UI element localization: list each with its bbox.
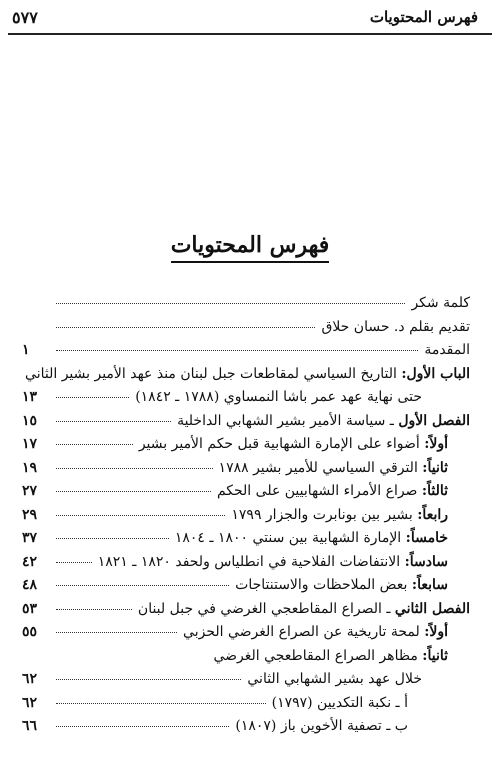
dot-leader — [56, 468, 213, 469]
toc-entry — [22, 339, 470, 363]
entry-page: ٣٧ — [22, 530, 38, 546]
toc-title: فهرس المحتويات — [171, 232, 330, 263]
toc-entry — [22, 668, 470, 692]
dot-leader — [56, 421, 171, 422]
toc-entry — [22, 386, 470, 410]
entry-label: ثالثاً: — [421, 483, 448, 499]
dot-leader — [56, 327, 315, 328]
running-title: فهرس المحتويات — [369, 8, 478, 26]
entry-text: ب ـ تصفية الأخوين باز (١٨٠٧) — [235, 718, 408, 734]
toc-entry — [22, 645, 470, 669]
entry-text: المقدمة — [424, 342, 470, 358]
toc-entry — [22, 504, 470, 528]
page-number: ٥٧٧ — [12, 8, 38, 27]
entry-page: ٥٣ — [22, 600, 38, 617]
entry-label: الباب الأول: — [401, 365, 470, 382]
entry-label: رابعاً: — [417, 506, 448, 523]
dot-leader — [56, 350, 418, 351]
entry-text: التاريخ السياسي لمقاطعات جبل لبنان منذ عهد الأمير بشير الثاني — [25, 365, 397, 382]
entry-text: ـ سياسة الأمير بشير الشهابي الداخلية — [177, 412, 394, 429]
toc-entry — [22, 433, 470, 457]
entry-text: الإمارة الشهابية بين سنتي ١٨٠٠ ـ ١٨٠٤ — [174, 530, 402, 546]
entry-label: ثانياً: — [422, 647, 448, 664]
toc-entry — [22, 292, 470, 316]
dot-leader — [56, 726, 229, 727]
entry-text: لمحة تاريخية عن الصراع الغرضي الحزبي — [183, 624, 420, 640]
entry-label: الفصل الثاني — [394, 600, 470, 617]
entry-label: أولاً: — [424, 624, 448, 640]
header-rule — [8, 33, 492, 35]
entry-text: بعض الملاحظات والاستنتاجات — [235, 577, 408, 593]
dot-leader — [56, 585, 229, 586]
entry-text: حتى نهاية عهد عمر باشا النمساوي (١٧٨٨ ـ ١٨٤٢) — [135, 389, 422, 405]
dot-leader — [56, 303, 405, 304]
entry-page: ١٩ — [22, 459, 38, 476]
entry-page: ١٣ — [22, 389, 38, 405]
entry-text: خلال عهد بشير الشهابي الثاني — [247, 671, 422, 687]
entry-text: الانتفاضات الفلاحية في انطلياس ولحفد ١٨٢٠ ـ ١٨٢١ — [97, 553, 401, 570]
dot-leader — [56, 679, 241, 680]
dot-leader — [56, 491, 211, 492]
dot-leader — [56, 703, 266, 704]
entry-label: خامساً: — [405, 530, 448, 546]
toc-entry — [22, 551, 470, 575]
toc-title-block — [0, 232, 500, 258]
entry-page: ٢٩ — [22, 506, 38, 523]
entry-label: سادساً: — [404, 553, 448, 570]
entry-page: ٦٢ — [22, 694, 38, 711]
entry-page: ٤٨ — [22, 577, 38, 593]
entry-label: أولاً: — [424, 436, 448, 452]
dot-leader — [56, 632, 177, 633]
entry-label: ثانياً: — [422, 459, 448, 476]
toc-entry — [22, 527, 470, 551]
entry-page: ١٧ — [22, 436, 38, 452]
toc-entry — [22, 715, 470, 739]
entry-text: أضواء على الإمارة الشهابية قبل حكم الأمير بشير — [138, 436, 420, 452]
toc-entry — [22, 598, 470, 622]
entry-text: بشير بين بونابرت والجزار ١٧٩٩ — [231, 506, 413, 523]
dot-leader — [56, 397, 129, 398]
entry-page: ١ — [22, 342, 30, 358]
dot-leader — [56, 515, 225, 516]
entry-label: الفصل الأول — [398, 412, 470, 429]
entry-page: ٤٢ — [22, 553, 38, 570]
entry-text: صراع الأمراء الشهابيين على الحكم — [216, 483, 418, 499]
page-header — [0, 0, 500, 40]
entry-page: ٢٧ — [22, 483, 38, 499]
dot-leader — [56, 538, 169, 539]
dot-leader — [56, 562, 92, 563]
toc-entry — [22, 316, 470, 340]
toc-entry — [22, 621, 470, 645]
entry-text: تقديم بقلم د. حسان حلاق — [321, 318, 470, 335]
toc-entry — [22, 574, 470, 598]
entry-label: سابعاً: — [411, 577, 448, 593]
toc-entry — [22, 692, 470, 716]
dot-leader — [56, 609, 132, 610]
entry-page: ١٥ — [22, 412, 38, 429]
entry-page: ٦٢ — [22, 671, 38, 687]
entry-text: أ ـ نكبة التكديين (١٧٩٧) — [271, 694, 408, 711]
toc-entry — [22, 410, 470, 434]
toc-entry — [22, 363, 470, 387]
dot-leader — [56, 444, 133, 445]
entry-page: ٦٦ — [22, 718, 38, 734]
entry-text: مظاهر الصراع المقاطعجي الغرضي — [213, 647, 418, 664]
toc-entry — [22, 480, 470, 504]
entry-text: الترقي السياسي للأمير بشير ١٧٨٨ — [218, 459, 418, 476]
toc-entry — [22, 457, 470, 481]
entry-text: كلمة شكر — [411, 295, 470, 311]
entry-text: ـ الصراع المقاطعجي الغرضي في جبل لبنان — [137, 600, 391, 617]
toc-list — [22, 292, 470, 739]
entry-page: ٥٥ — [22, 624, 38, 640]
